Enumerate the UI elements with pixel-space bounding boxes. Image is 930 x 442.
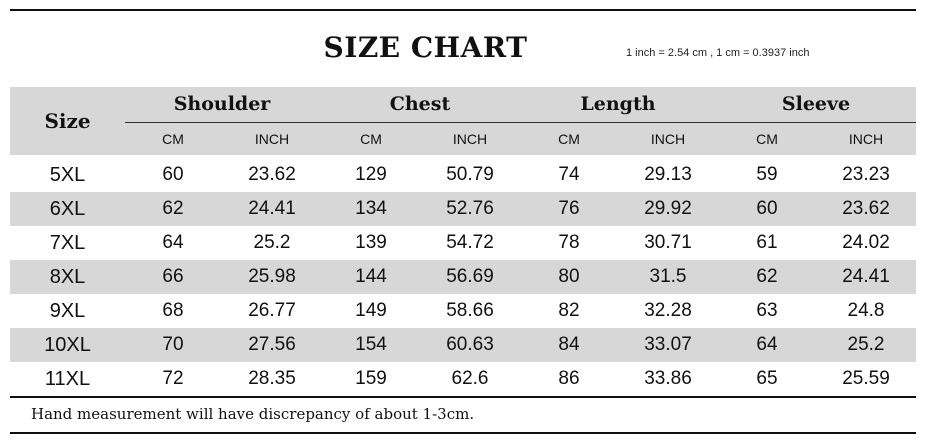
table-row [10, 226, 916, 260]
chest-inch-cell: 54.72 [446, 232, 494, 253]
length-cm-cell: 78 [558, 232, 580, 253]
footer-rule-bottom [10, 432, 916, 434]
shoulder-inch-cell: 23.62 [248, 164, 296, 185]
shoulder-inch-cell: 27.56 [248, 334, 296, 355]
length-cm-cell: 80 [558, 266, 580, 287]
shoulder-cm-cell: 62 [162, 198, 184, 219]
header-divider [125, 122, 916, 123]
sleeve-cm-cell: 64 [756, 334, 778, 355]
table-row [10, 362, 916, 396]
shoulder-cm-header: CM [162, 131, 184, 147]
table-row [10, 260, 916, 294]
chest-cm-cell: 149 [355, 300, 387, 321]
chest-cm-cell: 129 [355, 164, 387, 185]
size-cell: 10XL [44, 334, 91, 356]
chest-inch-cell: 52.76 [446, 198, 494, 219]
sleeve-cm-cell: 60 [756, 198, 778, 219]
size-cell: 7XL [49, 232, 86, 254]
chest-header: Chest [389, 93, 451, 115]
length-inch-cell: 30.71 [644, 232, 692, 253]
size-cell: 6XL [49, 198, 86, 220]
page-title: SIZE CHART [323, 31, 528, 64]
sleeve-cm-header: CM [756, 131, 778, 147]
chest-inch-cell: 62.6 [451, 368, 489, 389]
chest-inch-cell: 56.69 [446, 266, 494, 287]
chest-cm-header: CM [360, 131, 382, 147]
length-cm-cell: 76 [558, 198, 580, 219]
sleeve-cm-cell: 59 [756, 164, 778, 185]
sleeve-cm-cell: 63 [756, 300, 778, 321]
shoulder-inch-cell: 28.35 [248, 368, 296, 389]
shoulder-inch-cell: 25.98 [248, 266, 296, 287]
table-row [10, 192, 916, 226]
length-inch-header: INCH [650, 131, 686, 147]
sleeve-cm-cell: 62 [756, 266, 778, 287]
shoulder-cm-cell: 72 [162, 368, 184, 389]
table-row [10, 294, 916, 328]
conversion-note: 1 inch = 2.54 cm , 1 cm = 0.3937 inch [626, 47, 810, 59]
sleeve-inch-cell: 24.8 [847, 300, 885, 321]
shoulder-inch-cell: 25.2 [253, 232, 291, 253]
shoulder-cm-cell: 66 [162, 266, 184, 287]
sleeve-inch-cell: 24.02 [842, 232, 890, 253]
shoulder-inch-cell: 24.41 [248, 198, 296, 219]
length-inch-cell: 31.5 [649, 266, 687, 287]
length-header: Length [580, 93, 656, 115]
chest-inch-cell: 58.66 [446, 300, 494, 321]
size-cell: 5XL [49, 164, 86, 186]
sleeve-inch-cell: 25.2 [847, 334, 885, 355]
table-row [10, 158, 916, 192]
sleeve-inch-cell: 24.41 [842, 266, 890, 287]
length-inch-cell: 33.07 [644, 334, 692, 355]
table-row [10, 328, 916, 362]
chest-cm-cell: 159 [355, 368, 387, 389]
length-cm-cell: 74 [558, 164, 580, 185]
sleeve-inch-cell: 23.23 [842, 164, 890, 185]
size-cell: 9XL [49, 300, 86, 322]
chest-cm-cell: 144 [355, 266, 387, 287]
length-cm-cell: 86 [558, 368, 580, 389]
shoulder-cm-cell: 68 [162, 300, 184, 321]
length-inch-cell: 33.86 [644, 368, 692, 389]
shoulder-cm-cell: 64 [162, 232, 184, 253]
chest-cm-cell: 134 [355, 198, 387, 219]
shoulder-inch-header: INCH [254, 131, 290, 147]
shoulder-inch-cell: 26.77 [248, 300, 296, 321]
length-cm-cell: 82 [558, 300, 580, 321]
sleeve-inch-cell: 23.62 [842, 198, 890, 219]
length-cm-cell: 84 [558, 334, 580, 355]
top-rule [10, 9, 916, 11]
sleeve-header: Sleeve [781, 93, 851, 115]
chest-inch-cell: 60.63 [446, 334, 494, 355]
chest-inch-cell: 50.79 [446, 164, 494, 185]
length-inch-cell: 32.28 [644, 300, 692, 321]
shoulder-header: Shoulder [173, 93, 271, 115]
sleeve-cm-cell: 65 [756, 368, 778, 389]
sleeve-inch-cell: 25.59 [842, 368, 890, 389]
measurement-note: Hand measurement will have discrepancy of about 1-3cm. [31, 405, 475, 423]
length-cm-header: CM [558, 131, 580, 147]
chest-inch-header: INCH [452, 131, 488, 147]
sleeve-inch-header: INCH [848, 131, 884, 147]
size-column-header: Size [44, 109, 91, 133]
length-inch-cell: 29.13 [644, 164, 692, 185]
shoulder-cm-cell: 70 [162, 334, 184, 355]
chest-cm-cell: 154 [355, 334, 387, 355]
footer-rule-top [10, 396, 916, 398]
chest-cm-cell: 139 [355, 232, 387, 253]
shoulder-cm-cell: 60 [162, 164, 184, 185]
sleeve-cm-cell: 61 [756, 232, 778, 253]
length-inch-cell: 29.92 [644, 198, 692, 219]
size-cell: 11XL [44, 368, 91, 390]
size-cell: 8XL [49, 266, 86, 288]
